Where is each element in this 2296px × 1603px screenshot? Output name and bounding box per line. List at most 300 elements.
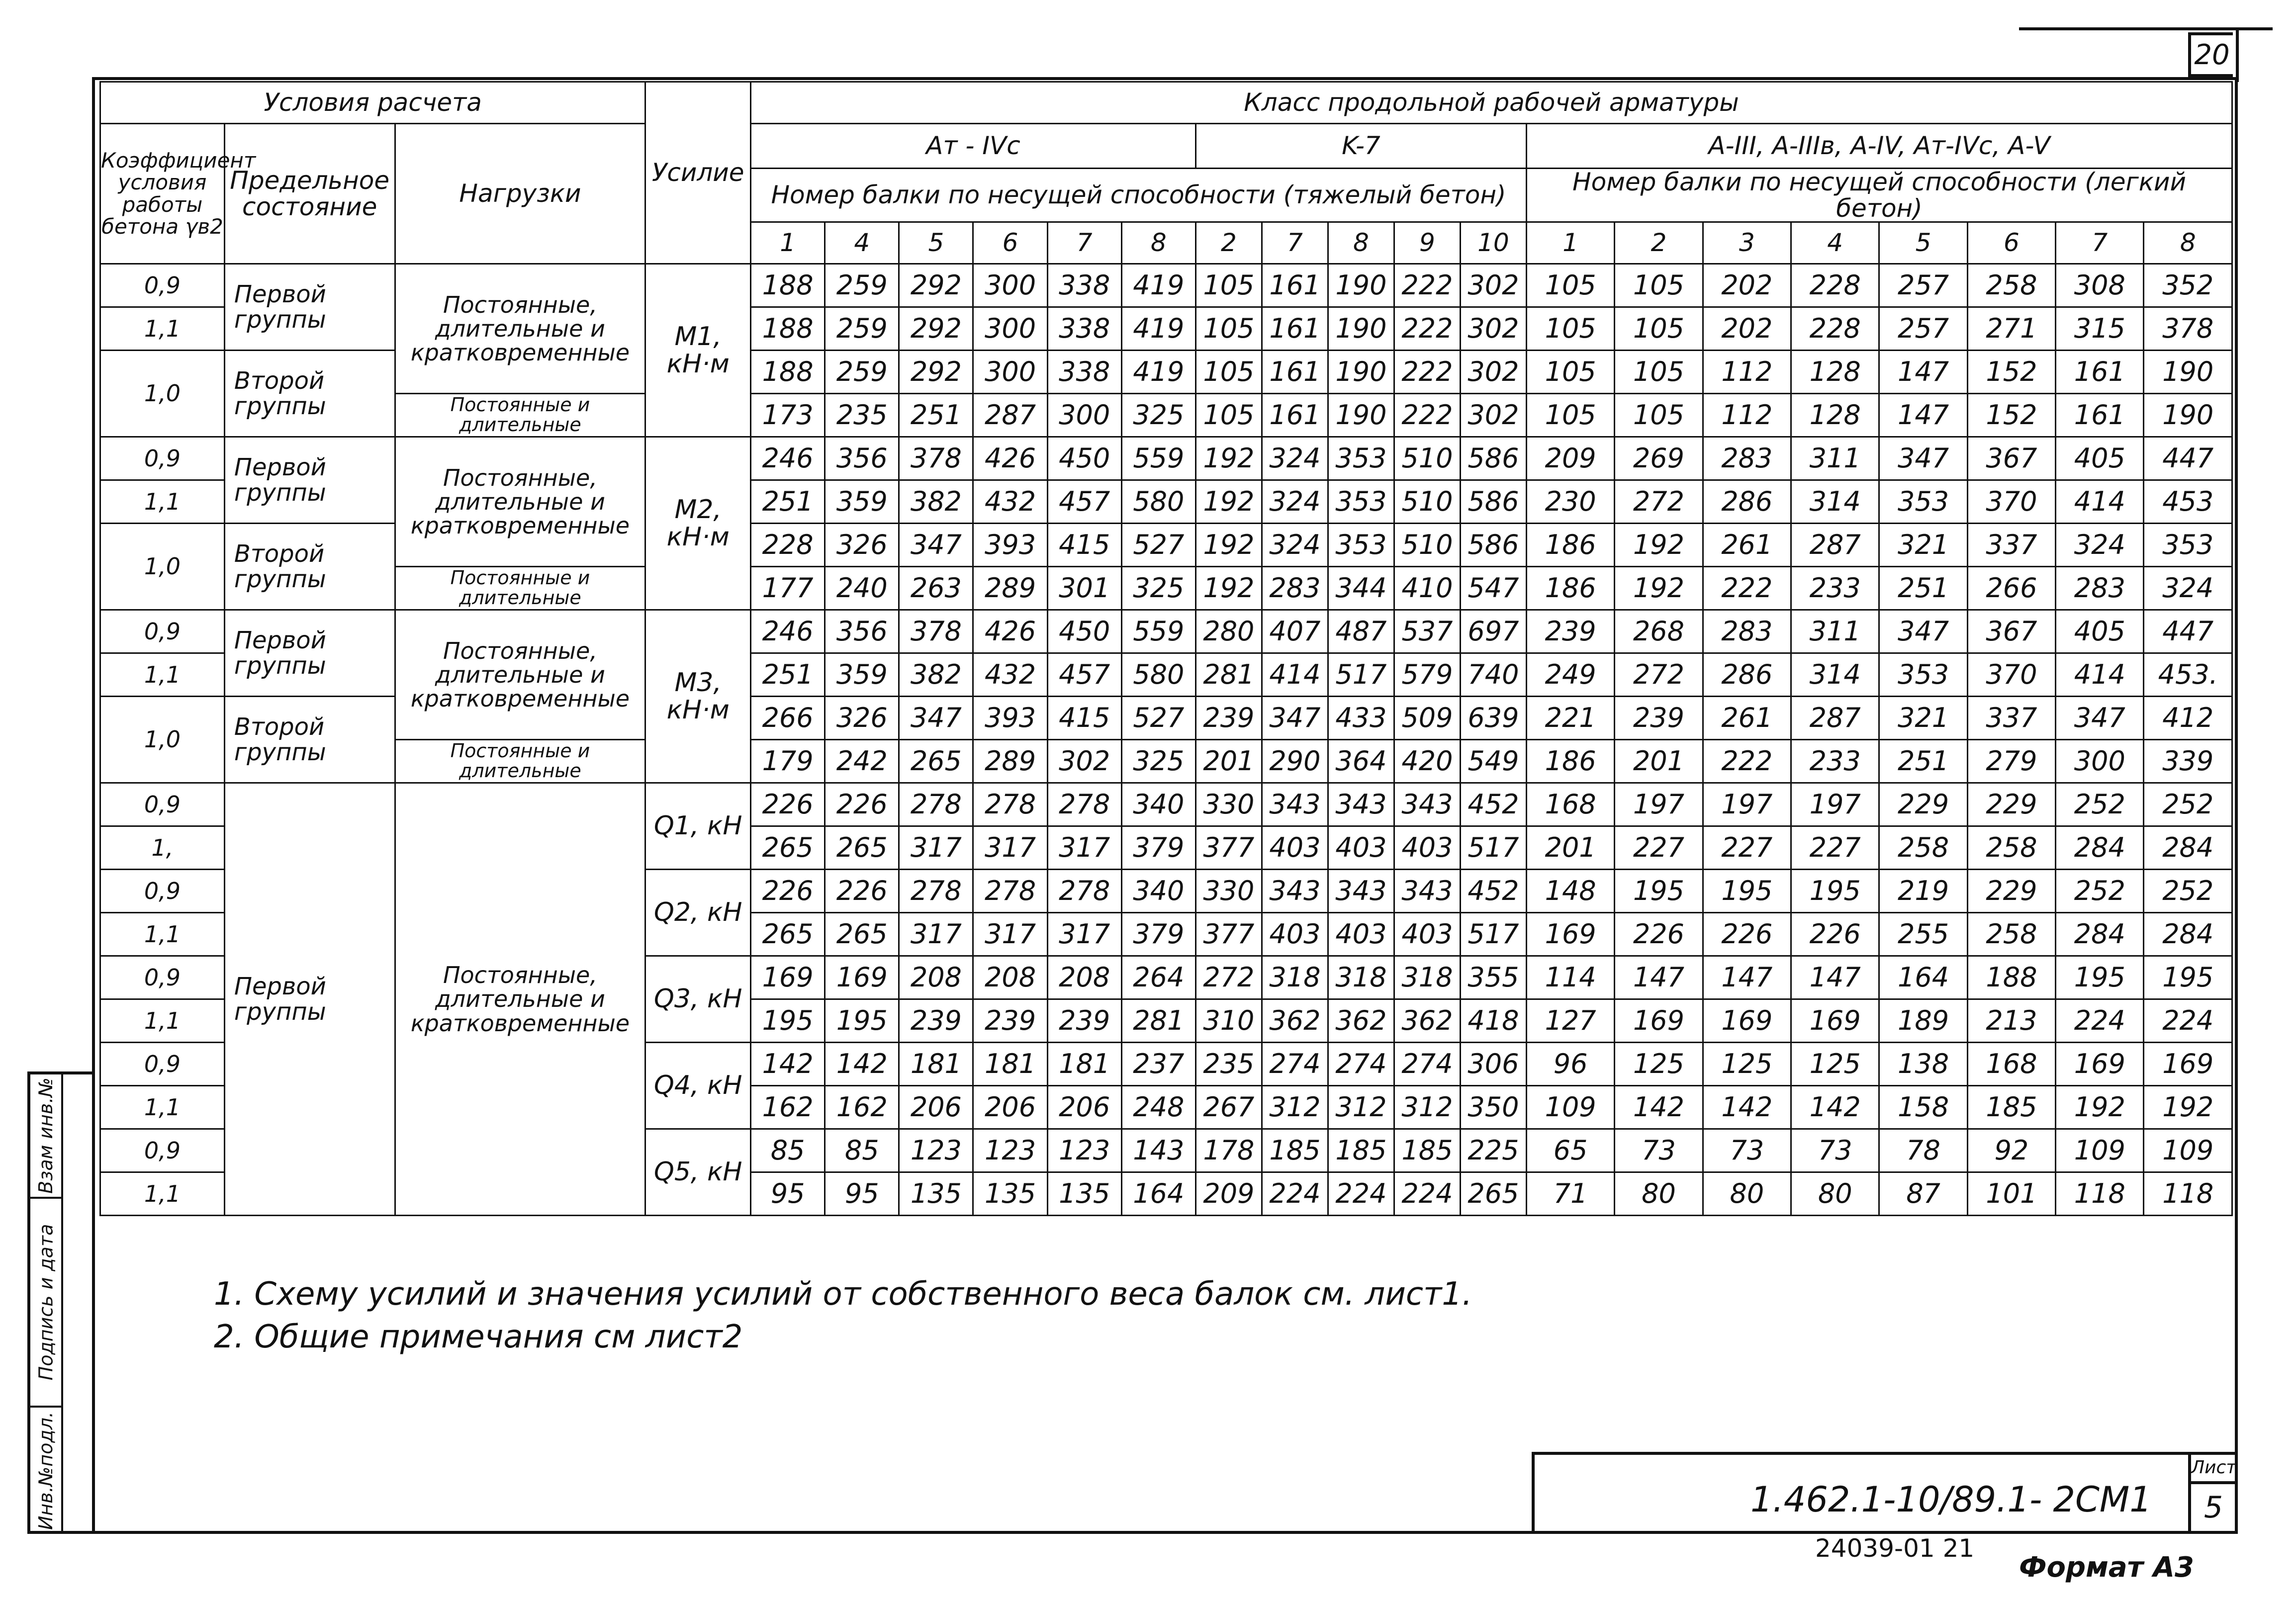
value-cell: 278 [1047,783,1121,826]
value-cell: 339 [2144,740,2232,783]
value-cell: 353 [1879,480,1967,524]
print-number: 24039-01 21 [1815,1534,1975,1563]
value-cell: 265 [899,740,973,783]
value-cell: 209 [1195,1172,1262,1216]
value-cell: 125 [1791,1043,1879,1086]
loads-cell: Постоянные, длительные и кратковременные [395,783,645,1216]
value-cell: 290 [1262,740,1328,783]
value-cell: 377 [1195,913,1262,956]
value-cell: 246 [751,437,825,480]
value-cell: 283 [2056,567,2144,610]
beam-heavy-header: Номер балки по несущей способности (тяжелый бетон) [751,169,1527,222]
gamma-cell: 1,1 [100,1086,225,1129]
value-cell: 105 [1615,351,1703,394]
value-cell: 740 [1460,653,1526,697]
gamma-cell: 1,0 [100,697,225,783]
beam-number-cell: 8 [1328,222,1394,264]
value-cell: 347 [899,524,973,567]
value-cell: 337 [1967,697,2055,740]
value-cell: 527 [1121,697,1195,740]
value-cell: 249 [1526,653,1614,697]
value-cell: 310 [1195,999,1262,1043]
value-cell: 263 [899,567,973,610]
value-cell: 317 [973,913,1047,956]
value-cell: 226 [751,870,825,913]
value-cell: 179 [751,740,825,783]
beam-number-cell: 10 [1460,222,1526,264]
value-cell: 586 [1460,437,1526,480]
value-cell: 190 [1328,394,1394,437]
value-cell: 317 [899,826,973,870]
value-cell: 222 [1394,264,1460,307]
loads-cell-long: Постоянные и длительные [395,567,645,610]
value-cell: 415 [1047,524,1121,567]
value-cell: 337 [1967,524,2055,567]
rebar-class-header: Класс продольной рабочей арматуры [751,82,2232,124]
value-cell: 222 [1703,567,1791,610]
value-cell: 302 [1460,264,1526,307]
value-cell: 185 [1967,1086,2055,1129]
value-cell: 259 [825,351,899,394]
value-cell: 378 [899,437,973,480]
value-cell: 226 [825,870,899,913]
value-cell: 252 [2144,870,2232,913]
value-cell: 228 [1791,307,1879,351]
value-cell: 228 [751,524,825,567]
value-cell: 112 [1703,351,1791,394]
value-cell: 161 [2056,394,2144,437]
value-cell: 226 [1615,913,1703,956]
value-cell: 190 [1328,351,1394,394]
value-cell: 114 [1526,956,1614,999]
value-cell: 181 [899,1043,973,1086]
value-cell: 414 [2056,653,2144,697]
value-cell: 224 [1328,1172,1394,1216]
value-cell: 403 [1262,826,1328,870]
value-cell: 292 [899,307,973,351]
limit-state-first: Первой группы [224,610,395,697]
value-cell: 547 [1460,567,1526,610]
value-cell: 286 [1703,480,1791,524]
gamma-cell: 0,9 [100,870,225,913]
value-cell: 233 [1791,567,1879,610]
value-cell: 274 [1262,1043,1328,1086]
value-cell: 208 [973,956,1047,999]
value-cell: 195 [751,999,825,1043]
design-forces-table [99,81,2233,1216]
sheet-corner-line [2019,27,2273,30]
gamma-cell: 0,9 [100,437,225,480]
value-cell: 586 [1460,480,1526,524]
value-cell: 209 [1526,437,1614,480]
value-cell: 213 [1967,999,2055,1043]
value-cell: 71 [1526,1172,1614,1216]
value-cell: 266 [1967,567,2055,610]
value-cell: 412 [2144,697,2232,740]
value-cell: 208 [899,956,973,999]
gamma-cell: 0,9 [100,264,225,307]
value-cell: 355 [1460,956,1526,999]
value-cell: 261 [1703,524,1791,567]
value-cell: 224 [2056,999,2144,1043]
value-cell: 239 [1615,697,1703,740]
value-cell: 164 [1121,1172,1195,1216]
value-cell: 224 [2144,999,2232,1043]
value-cell: 161 [1262,264,1328,307]
value-cell: 414 [2056,480,2144,524]
value-cell: 138 [1879,1043,1967,1086]
side-cell-sign [30,1199,61,1408]
value-cell: 317 [899,913,973,956]
value-cell: 343 [1394,783,1460,826]
value-cell: 403 [1328,826,1394,870]
beam-number-cell: 8 [1121,222,1195,264]
value-cell: 85 [825,1129,899,1172]
value-cell: 274 [1328,1043,1394,1086]
value-cell: 158 [1879,1086,1967,1129]
value-cell: 258 [1967,264,2055,307]
value-cell: 347 [1879,437,1967,480]
value-cell: 142 [1791,1086,1879,1129]
value-cell: 221 [1526,697,1614,740]
value-cell: 403 [1328,913,1394,956]
value-cell: 267 [1195,1086,1262,1129]
sheet-corner-tick [2236,27,2239,82]
value-cell: 318 [1394,956,1460,999]
value-cell: 393 [973,697,1047,740]
value-cell: 265 [825,913,899,956]
loads-cell-long: Постоянные и длительные [395,394,645,437]
value-cell: 251 [751,653,825,697]
value-cell: 330 [1195,783,1262,826]
value-cell: 343 [1394,870,1460,913]
value-cell: 283 [1703,437,1791,480]
value-cell: 105 [1526,307,1614,351]
side-stamp [27,1071,92,1534]
value-cell: 287 [973,394,1047,437]
value-cell: 197 [1615,783,1703,826]
value-cell: 268 [1615,610,1703,653]
value-cell: 419 [1121,351,1195,394]
value-cell: 302 [1047,740,1121,783]
value-cell: 265 [1460,1172,1526,1216]
beam-number-cell: 5 [899,222,973,264]
value-cell: 186 [1526,740,1614,783]
value-cell: 405 [2056,437,2144,480]
value-cell: 177 [751,567,825,610]
beam-number-cell: 1 [1526,222,1614,264]
table-row [100,740,2232,783]
force-q5: Q5, кН [645,1129,751,1216]
value-cell: 169 [2056,1043,2144,1086]
value-cell: 188 [751,307,825,351]
value-cell: 272 [1615,480,1703,524]
value-cell: 278 [899,870,973,913]
value-cell: 340 [1121,870,1195,913]
value-cell: 128 [1791,394,1879,437]
gamma-cell: 0,9 [100,610,225,653]
value-cell: 517 [1460,826,1526,870]
value-cell: 281 [1195,653,1262,697]
value-cell: 447 [2144,437,2232,480]
document-code: 1.462.1-10/89.1- 2СМ1 [1750,1479,2152,1520]
value-cell: 378 [899,610,973,653]
force-m1: M1, кН·м [645,264,751,437]
loads-cell: Постоянные, длительные и кратковременные [395,610,645,740]
value-cell: 338 [1047,307,1121,351]
value-cell: 178 [1195,1129,1262,1172]
value-cell: 559 [1121,437,1195,480]
value-cell: 168 [1967,1043,2055,1086]
value-cell: 230 [1526,480,1614,524]
value-cell: 283 [1262,567,1328,610]
value-cell: 251 [751,480,825,524]
value-cell: 308 [2056,264,2144,307]
value-cell: 105 [1526,264,1614,307]
value-cell: 382 [899,480,973,524]
value-cell: 352 [2144,264,2232,307]
value-cell: 324 [1262,437,1328,480]
value-cell: 433 [1328,697,1394,740]
value-cell: 202 [1703,264,1791,307]
value-cell: 227 [1791,826,1879,870]
limit-state-second: Второй группы [224,697,395,783]
value-cell: 164 [1879,956,1967,999]
value-cell: 353 [1328,480,1394,524]
value-cell: 487 [1328,610,1394,653]
value-cell: 306 [1460,1043,1526,1086]
value-cell: 379 [1121,913,1195,956]
value-cell: 78 [1879,1129,1967,1172]
force-q2: Q2, кН [645,870,751,956]
value-cell: 222 [1703,740,1791,783]
value-cell: 192 [2056,1086,2144,1129]
value-cell: 403 [1262,913,1328,956]
value-cell: 185 [1262,1129,1328,1172]
value-cell: 419 [1121,264,1195,307]
value-cell: 432 [973,480,1047,524]
table-row [100,567,2232,610]
value-cell: 251 [1879,567,1967,610]
value-cell: 284 [2144,826,2232,870]
rebar-group-a: A-III, A-IIIв, A-IV, Aт-IVc, A-V [1526,124,2232,169]
value-cell: 326 [825,524,899,567]
value-cell: 311 [1791,610,1879,653]
value-cell: 195 [2056,956,2144,999]
value-cell: 161 [2056,351,2144,394]
side-stamp-divider [61,1074,63,1531]
value-cell: 426 [973,437,1047,480]
beam-number-cell: 6 [973,222,1047,264]
value-cell: 112 [1703,394,1791,437]
value-cell: 382 [899,653,973,697]
value-cell: 192 [1195,437,1262,480]
value-cell: 240 [825,567,899,610]
value-cell: 302 [1460,394,1526,437]
value-cell: 271 [1967,307,2055,351]
value-cell: 549 [1460,740,1526,783]
value-cell: 259 [825,307,899,351]
force-q4: Q4, кН [645,1043,751,1129]
value-cell: 169 [1791,999,1879,1043]
value-cell: 123 [1047,1129,1121,1172]
beam-number-cell: 4 [1791,222,1879,264]
value-cell: 367 [1967,610,2055,653]
calc-conditions-header: Условия расчета [100,82,645,124]
value-cell: 278 [973,783,1047,826]
value-cell: 127 [1526,999,1614,1043]
value-cell: 325 [1121,740,1195,783]
gamma-cell: 1,1 [100,913,225,956]
value-cell: 169 [2144,1043,2232,1086]
loads-header: Нагрузки [395,124,645,264]
value-cell: 169 [751,956,825,999]
beam-number-cell: 8 [2144,222,2232,264]
value-cell: 142 [825,1043,899,1086]
value-cell: 378 [2144,307,2232,351]
value-cell: 272 [1615,653,1703,697]
loads-cell-long: Постоянные и длительные [395,740,645,783]
value-cell: 326 [825,697,899,740]
value-cell: 190 [2144,351,2232,394]
beam-number-cell: 2 [1195,222,1262,264]
value-cell: 237 [1121,1043,1195,1086]
value-cell: 257 [1879,307,1967,351]
force-q1: Q1, кН [645,783,751,870]
value-cell: 148 [1526,870,1614,913]
value-cell: 251 [899,394,973,437]
value-cell: 353 [1328,437,1394,480]
value-cell: 229 [1967,870,2055,913]
value-cell: 147 [1703,956,1791,999]
value-cell: 343 [1262,870,1328,913]
value-cell: 274 [1394,1043,1460,1086]
value-cell: 370 [1967,653,2055,697]
value-cell: 278 [899,783,973,826]
value-cell: 312 [1394,1086,1460,1129]
value-cell: 338 [1047,351,1121,394]
value-cell: 109 [1526,1086,1614,1129]
table-row [100,437,2232,480]
value-cell: 222 [1394,394,1460,437]
value-cell: 105 [1526,351,1614,394]
value-cell: 123 [899,1129,973,1172]
value-cell: 330 [1195,870,1262,913]
value-cell: 195 [2144,956,2232,999]
value-cell: 257 [1879,264,1967,307]
value-cell: 362 [1262,999,1328,1043]
value-cell: 239 [1526,610,1614,653]
gamma-cell: 0,9 [100,783,225,826]
value-cell: 95 [825,1172,899,1216]
value-cell: 169 [1703,999,1791,1043]
value-cell: 432 [973,653,1047,697]
value-cell: 169 [825,956,899,999]
value-cell: 161 [1262,351,1328,394]
value-cell: 226 [751,783,825,826]
value-cell: 359 [825,480,899,524]
beam-number-cell: 7 [2056,222,2144,264]
gamma-cell: 1, [100,826,225,870]
value-cell: 188 [751,351,825,394]
value-cell: 197 [1703,783,1791,826]
value-cell: 195 [1791,870,1879,913]
value-cell: 80 [1615,1172,1703,1216]
value-cell: 324 [2056,524,2144,567]
value-cell: 142 [751,1043,825,1086]
value-cell: 109 [2056,1129,2144,1172]
value-cell: 201 [1615,740,1703,783]
value-cell: 206 [1047,1086,1121,1129]
value-cell: 192 [1195,567,1262,610]
value-cell: 195 [1703,870,1791,913]
value-cell: 509 [1394,697,1460,740]
beam-number-cell: 7 [1262,222,1328,264]
value-cell: 414 [1262,653,1328,697]
value-cell: 197 [1791,783,1879,826]
value-cell: 321 [1879,697,1967,740]
side-cell-replace [30,1074,61,1199]
value-cell: 312 [1262,1086,1328,1129]
value-cell: 284 [2056,826,2144,870]
side-sign-label: Подпись и дата [35,1224,57,1381]
value-cell: 510 [1394,437,1460,480]
value-cell: 239 [973,999,1047,1043]
value-cell: 118 [2056,1172,2144,1216]
value-cell: 235 [825,394,899,437]
value-cell: 283 [1703,610,1791,653]
value-cell: 190 [1328,307,1394,351]
limit-state-first: Первой группы [224,783,395,1216]
value-cell: 206 [973,1086,1047,1129]
value-cell: 161 [1262,394,1328,437]
value-cell: 147 [1879,394,1967,437]
value-cell: 258 [1879,826,1967,870]
value-cell: 300 [1047,394,1121,437]
value-cell: 403 [1394,913,1460,956]
limit-state-header: Предельное состояние [224,124,395,264]
value-cell: 586 [1460,524,1526,567]
value-cell: 287 [1791,697,1879,740]
value-cell: 340 [1121,783,1195,826]
value-cell: 343 [1262,783,1328,826]
value-cell: 96 [1526,1043,1614,1086]
side-replace-label: Взам инв.№ [35,1077,57,1194]
value-cell: 201 [1526,826,1614,870]
value-cell: 239 [1047,999,1121,1043]
value-cell: 105 [1615,394,1703,437]
value-cell: 143 [1121,1129,1195,1172]
value-cell: 95 [751,1172,825,1216]
value-cell: 152 [1967,351,2055,394]
value-cell: 559 [1121,610,1195,653]
value-cell: 300 [973,351,1047,394]
value-cell: 447 [2144,610,2232,653]
value-cell: 324 [1262,480,1328,524]
value-cell: 393 [973,524,1047,567]
value-cell: 259 [825,264,899,307]
value-cell: 222 [1394,307,1460,351]
value-cell: 219 [1879,870,1967,913]
value-cell: 226 [1703,913,1791,956]
value-cell: 517 [1328,653,1394,697]
value-cell: 450 [1047,437,1121,480]
force-m2: M2, кН·м [645,437,751,610]
work-coef-header: Коэффициент условия работы бетона γв2 [100,124,225,264]
rebar-group-k7: K-7 [1195,124,1526,169]
value-cell: 105 [1195,264,1262,307]
beam-number-cell: 6 [1967,222,2055,264]
